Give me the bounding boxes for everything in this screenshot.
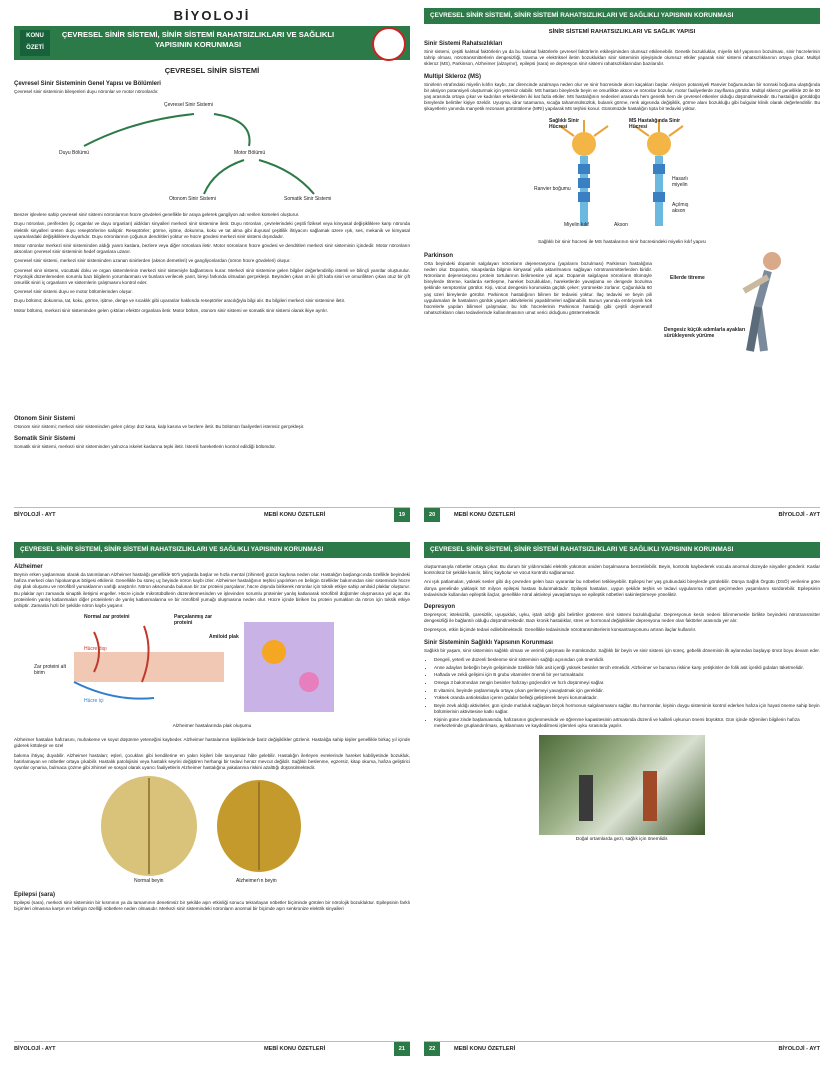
- list-item: • Haftada ve zekâ gelişimi için B grubu vitaminler önemli bir yer tutmaktadır.: [434, 672, 820, 678]
- paragraph: Duyu nöronları, periferden (iç organlar ve duyu organları) aldıkları sinyalleri merkezi sinir sistemine iletir. Duyu nöronları, çevrelerindeki çeşitli fiziksel veya kimyasal değişikliklere karşı nöronda elektrik sinyalleri üreten duyu reseptörlerine sahiptir. Reseptörler; görme, işitme, dokunma, koku ve tat alma gibi duyusal çeşitlilik ihtiyacını sağlamak üzere ışık, ses, mekanik ve kimyasal uyaranlardaki değişikliklere duyarlıdır. Duyu nöronlarının çoğunun dendritleri yoktur ve hücre gövdesi merkezi sinir sistemi dışındadır.: [14, 221, 410, 239]
- label-membrane-subunit: Zar proteini alt birim: [34, 664, 66, 677]
- footer-series: MEBİ KONU ÖZETLERİ: [264, 512, 326, 518]
- label-myelin: Miyelin kılıf: [564, 221, 589, 228]
- page-number: 20: [424, 508, 440, 522]
- paragraph: Çevresel sinir sistemi duyu ve motor bölümlerinden oluşur.: [14, 289, 133, 295]
- parkinson-figure: [660, 247, 820, 359]
- subsection-title: Parkinson: [424, 252, 454, 259]
- paragraph: Beynin erken yaşlanması olarak da tanımlanan Alzheimer hastalığı genellikle 60'lı yaşlarda başlar ve hızla mental (zihinsel) gücün kaybına neden olur. Hastalığın başlangıcında özellikle beyindeki hafıza merkezi olan hipokampus bölgesi etkilenir. Genellikle bu süreç uç beyinde nöron kaybı izler. Alzheimer hastalığının teşhisi yapılırken en belirgin özellikler bakımından sinir sisteminde hücre dışı plak oluşumu ve nörofibril yumaklarının varlığı araştırılır. Nöron aksonunda bulunan bir zar proteini parçalanır, hücre dışında birikerek nöronlar için toksik etkiye sahip amiloid plaklar oluşturur. Bu plaklar ayrı zamanda sinaptik iletişimi engeller. Hücre içinde mikrotübüllerin düzenlenmesinden ve işlevinden sorumlu proteinler yanlış katlanarak nörofibril düğümler oluşmasına yol açar. Bu proteinlerin yanlış katlanmaları diğer proteinlerin de yanlış katlanmalarına ve bir nörofibril yumağı oluşmasına neden olur. Hücre içinde biriken bu protein yumakları da nöron için toksik etkiye sahiptir. Zamanla hızlı bir şekilde nöron kaybı yaşanır.: [14, 572, 410, 609]
- list-item: • E vitamini, beyinde yaşlanmayla ortaya çıkan gerilemeyi yavaşlatmak için gereklidir.: [434, 688, 820, 694]
- label-shuffling: Dengesiz küçük adımlarla ayakları sürükleyerek yürüme: [664, 326, 746, 339]
- page-footer: [14, 507, 410, 522]
- label-intracellular: Hücre içi: [84, 698, 104, 705]
- diagram-motor: Motor Bölümü: [234, 150, 266, 157]
- label-normal-brain: Normal beyin: [134, 878, 164, 885]
- paragraph: Alzheimer hastaları hafızasını, muhakeme ve soyut düşünme yeteneğini kaybeder. Alzheimer hastalarının kişiliklerinde bariz değişiklikler gözlenir. Hastalığa sahip kişiler genellikle birkaç yıl içinde giderek kötüleşir ve özel: [14, 737, 410, 749]
- paragraph: Otonom sinir sistemi; merkezi sinir sisteminden gelen çıktıyı düz kasa, kalp kasına ve bezlere iletir. Bu bölümün faaliyetleri istemsiz gerçekleşir.: [14, 424, 305, 430]
- label-damaged-myelin: Hasarlı miyelin: [672, 175, 688, 188]
- hiker-figure: [643, 771, 657, 821]
- neuron-illustration: [424, 116, 820, 238]
- footer-subject: BİYOLOJİ - AYT: [778, 1046, 820, 1052]
- section-heading: ÇEVRESEL SİNİR SİSTEMİ: [164, 66, 260, 75]
- subsection-title: Epilepsi (sara): [14, 892, 56, 899]
- ms-neuron-figure: [424, 116, 820, 238]
- subject-title: BİYOLOJİ: [173, 8, 251, 23]
- footer-subject: BİYOLOJİ - AYT: [778, 512, 820, 518]
- page-19: [14, 4, 410, 522]
- paragraph: Depresyon, etkin biçimde tedavi edilebilmektedir. Genellikle tedavisinde nörotransmitterlerin konsantrasyonunu artıran ilaçlar kullanılır.: [424, 627, 697, 633]
- list-item: • Kişinin güne zinde başlamasında, hafızasının güçlenmesinde ve öğrenme kapasitesinin artmasında düzenli ve kaliteli uykunun önemi büyüktür. Gün içinde öğrenilen bilgilerin hafıza merkezlerinde gruplandırılması, ayıklanması ve kaydedilmesi işlemleri uyku sırasında yapılır.: [434, 717, 820, 729]
- label-extracellular: Hücre dışı: [84, 646, 107, 653]
- page-footer: [424, 507, 820, 522]
- page-22: [424, 538, 820, 1056]
- label-healthy: Sağlıklı Sinir Hücresi: [549, 117, 580, 130]
- page-number: 19: [394, 508, 410, 522]
- subsection-title: Somatik Sinir Sistemi: [14, 436, 76, 443]
- paragraph: Duyu bölümü; dokunma, tat, koku, görme, işitme, denge ve sıcaklık gibi uyaranlar hakkında reseptörler aracılığıyla bilgi alır. Bu bilgileri merkezi sinir sistemine iletir.: [14, 298, 346, 304]
- footer-series: MEBİ KONU ÖZETLERİ: [454, 512, 516, 518]
- diagram-somatic: Somatik Sinir Sistemi: [284, 196, 332, 203]
- chapter-title: ÇEVRESEL SİNİR SİSTEMİ, SİNİR SİSTEMİ RAHATSIZLIKLARI VE SAĞLIKLI YAPISININ KORUNMASI: [61, 30, 335, 49]
- paragraph: oluşturmasıyla nöbetler ortaya çıkar. Bu durum bir yıldırımdaki elektrik yükünün aniden boşalmasına benzetilebilir. Beyin, kontrolü kaybederek vücuda anormal düzeyde sinyaller gönderir. Kaslar kontrolsüz bir şekilde kasılır, bilinç kaybolur ve vücut kontrolü sağlanamaz.: [424, 564, 820, 576]
- list-item: • Beyin zevk aldığı aktiviteler, gün içinde mutluluk sağlayan birçok hormonun salgılanmasını sağlar. Bu hormonlar, kişinin duygu sisteminin kontrol ederken hafıza için hayati öneme sahip beyin bölümlerinin aktivitesine katkı sağlar.: [434, 703, 820, 715]
- paragraph: Ani ışık patlamaları, yüksek sesler gibi dış çevreden gelen bazı uyaranlar bu nöbetleri tetikleyebilir. Epilepsi her yaş grubundaki bireylerde görülebilir. Dünya Sağlık Örgütü (DSÖ) verilerine göre dünya genelinde yaklaşık 50 milyon epilepsi hastası bulunmaktadır. Epilepsi hastaları, uygun şekilde teşhis ve tedavi uygulanırsa nöbet geçirmeden yaşamlarını sürdürebilir. Epilepsinin tedavisinde kullanılan epileptik ilaçlar, genellikle nöral aktiviteyi yavaşlatmaya ve epileptik nöbetleri sakinleştirmeye yöneliktir.: [424, 579, 820, 597]
- paragraph: Çevresel sinir sistemi, vücuttaki doku ve organ sistemlerinin merkezi sinir sistemiyle bağlantısını kurar. Merkezi sinir sistemine gelen bilgiler değerlendirilip istemli ve bilinçli yanıtlar oluşturulur. Fizyolojik düzenlemeden sorumlu bazı bilgilerin yorumlanması ve bunlara verilecek yanıt, bireyi farkında olmadan gerçekleşir. Beyinden çıkan on iki çift kafa siniri ve omurilikten çıkan otuz bir çift omurilik siniri iç organların ve sistemlerin çalışmasını kontrol eder.: [14, 267, 410, 286]
- page-number: 22: [424, 1042, 440, 1056]
- diagram-sensory: Duyu Bölümü: [59, 150, 90, 157]
- figure-caption: Alzheimer hastalarında plak oluşumu: [172, 724, 252, 730]
- brain-illustrations: [14, 774, 410, 886]
- chapter-bar: ÇEVRESEL SİNİR SİSTEMİ, SİNİR SİSTEMİ RAHATSIZLIKLARI VE SAĞLIKLI YAPISININ KORUNMASI: [424, 8, 820, 24]
- paragraph: Motor nöronlar merkezi sinir sisteminden aldığı yanıtı kaslara, bezlere veya diğer nöronlara iletir. Motor nöronların hücre gövdesi ve dendritleri merkezi sinir sisteminin içindedir. Motor nöronların aksonları çevresel sinir sisteminin hedef organlara uzanır.: [14, 243, 410, 255]
- paragraph: Sinir sistemi, çeşitli kalıtsal faktörlerin ya da bu kalıtsal faktörlerle çevresel faktörlerin etkileşiminden olumsuz etkilenebilir. Genetik bozukluklar, miyelin kılıf yapısının bozulması, sinir hücrelerinin tahrip olması, nörotransmitterlerin dengesizliği, travma ve elektriksel iletim bozuklukları sinir sisteminin işleyişinde olumsuz etkiler yaparak sinir sistemi rahatsızlıklarının ortaya çıkar. Multipl skleroz (MS), Parkinson, Alzheimer (alzaymır), epilepsi (sara) ve depresyon sinir sistemi rahatsızlıklarından bazılarıdır.: [424, 49, 820, 67]
- page-footer: [14, 1041, 410, 1056]
- list-item: • Anne adayları bebeğin beyin gelişiminde özellikle folik asit içeriği yüksek besinler tercih etmelidir. Alzheimer ve bunama riskine karşı yetişkinler de folik asit içerikli gıdaları tüketmelidir.: [434, 665, 820, 671]
- figure-caption: Sağlıklı bir sinir hücresi ile MS hastalarının sinir hücresindeki miyelin kılıf yapısı: [538, 239, 706, 245]
- paragraph: Motor bölümü, merkezi sinir sisteminden gelen çıktıları efektör organlara iletir. Motor bölüm, otonom sinir sistemi ve somatik sinir sistemi olarak ikiye ayrılır.: [14, 307, 329, 313]
- ministry-seal-icon: [372, 27, 406, 61]
- paragraph: Çevresel sinir sistemi, merkezi sinir sisteminden uzanan sinirlerden (akson demetleri) ve gangliyonlardan (nöron hücre gövdeleri) oluşur.: [14, 258, 291, 264]
- alzheimer-plaque-figure: [14, 612, 410, 722]
- subsection-title: Çevresel Sinir Sisteminin Genel Yapısı ve Bölümleri: [14, 81, 161, 87]
- list-item: • Yüksek oranda antioksidan içeren gıdalar belleği geliştirerek beyni korumaktadır.: [434, 695, 820, 701]
- list-item: • Omega 3 bakımından zengin besinler hafızayı güçlendirir ve hızlı düşünmeyi sağlar.: [434, 680, 820, 686]
- label-normal-protein: Normal zar proteini: [84, 614, 130, 621]
- elderly-man-illustration: [660, 247, 820, 359]
- pns-diagram: [14, 98, 410, 206]
- page-footer: [424, 1041, 820, 1056]
- subsection-title: Otonom Sinir Sistemi: [14, 416, 76, 423]
- paragraph: Benzer işlevlere sahip çevresel sinir sistemi nöronlarının hücre gövdeleri genellikle bir araya gelerek gangliyon adı verilen kümeleri oluşturur.: [14, 212, 300, 218]
- page-21: [14, 538, 410, 1056]
- chapter-bar: ÇEVRESEL SİNİR SİSTEMİ, SİNİR SİSTEMİ RAHATSIZLIKLARI VE SAĞLIKLI YAPISININ KORUNMASI: [14, 542, 410, 558]
- page-number: 21: [394, 1042, 410, 1056]
- label-ranvier: Ranvier boğumu: [534, 185, 571, 192]
- photo-caption: Doğal ortamlarda gezi, sağlık için önemlidir.: [575, 837, 669, 843]
- diagram-root: Çevresel Sinir Sistemi: [164, 102, 213, 109]
- subsection-title: Alzheimer: [14, 564, 43, 570]
- paragraph: Sağlıklı bir yaşam, sinir sisteminin sağlıklı olması ve verimli çalışması ile mümkündür. Sağlıklı bir beyin ve sinir sistemi için süreç, gebelik döneminin ilk aylarından başlayıp ömür boyu devam eder.: [424, 647, 820, 653]
- page-subtitle: SİNİR SİSTEMİ RAHATSIZLIKLARI VE SAĞLIK YAPISI: [548, 29, 696, 35]
- footer-subject: BİYOLOJİ - AYT: [14, 1046, 56, 1052]
- paragraph: Epilepsi (sara), merkezi sinir sisteminin bir kısmının ya da tamamının denetimsiz bir şekilde aşırı etkinliği sonucu tekrarlayan nöbetler biçiminde görülen bir nörolojik bozukluktur. Epilepsinin farklı biçimleri olmasına karşın en belirgin özelliği nöbetlere neden olmasıdır. Merkezi sinir sistemindeki nöronların anormal bir biçimde aşırı senkronize elektrik sinyalleri: [14, 900, 410, 912]
- footer-series: MEBİ KONU ÖZETLERİ: [264, 1046, 326, 1052]
- paragraph: Orta beyindeki dopamin salgılayan nöronların dejenerasyonu (yapılarını bozulması) Parkinson hastalığına neden olur. Dopamin, sinapslarda bilginin kimyasal yolla aktarılmasını sağlayan nörotransmitterlerden biridir. Nöronların dejenerasyonu protein tortularının birikmesine yol açar. Dopamin salgılayan nöronların ölümüyle bireylerde titreme, kaslarda sertleşme, hareket bozuklukları, hareketlerde yavaşlama ve dengede bozulma şeklinde semptomlar görülür. Kişi, vücut dengesini korumakta güçlük çeker; yürümekte zorlanır. Çoğunlukla 60 yaş üzeri bireylerde görülür. Parkinson hastalığının bilinen bir tedavisi yoktur. İlaç tedavisi ve beyin pili uygulamaları ile hastaların günlük yaşam aktivitelerini yapabilmeleri sağlanabilir. Bunun yanında embriyonik kök hücrelerle yapılan bilimsel çalışmalar, bu kök hücrelerinin Parkinson hastalığı gibi çeşitli dejeneratif rahatsızlıkların olası tedavilerinde kullanılmasının umut verici olduğunu göstermektedir.: [424, 260, 652, 316]
- brain-comparison-figure: [14, 774, 410, 886]
- page-20: [424, 4, 820, 522]
- paragraph: Sinirlerin etrafındaki miyelin kılıfın kaybı, zar direncinde azalmaya neden olur ve sinir hücresinde akım kaçakları başlar. Aksiyon potansiyeli Ranvier boğumundan bir sonraki boğuma ulaştığında bir aksiyon potansiyeli oluşturmak için yetersiz olabilir. MS hastası bireylerde beyin ve omurilikte akson ve nöronlar bozulur, motor faaliyetlerde zayıflama görülür. Multipl skleroz genellikle 20 ile 50 yaş arasında ortaya çıkar ve kadınları erkeklerden iki kat fazla etkiler. MS hastalığının nedenleri arasında hem genetik hem de çevresel etkenler olduğu düşünülmektedir. Bu hastalığın görüldüğü bireylerde belirtiler kişiye özeldir. Uyuşma, idrar tutamama, sıcağa tahammülsüzlük, bulanık görme, renk algısında değişiklik, görme alanı bozukluğu gibi bulgular klinik olarak değerlendirilir. Bu şikayetlerin yanında manyetik rezonans görüntüleme (MRI) yapılarak MS teşhisi konur. Günümüzde hastalığın tıpta bir tedavisi yoktur.: [424, 81, 820, 112]
- subsection-title: Depresyon: [424, 604, 456, 611]
- hiking-photo: [539, 735, 705, 835]
- label-amyloid: Amiloid plak: [209, 634, 239, 641]
- intro-text: Çevresel sinir sisteminin bileşenleri duyu nöronlar ve motor nöronlardır.: [14, 89, 159, 94]
- label-exposed-axon: Açılmış akson: [672, 201, 689, 214]
- konu-ozeti-badge: KONU ÖZETİ: [20, 30, 50, 56]
- subsection-title: Sinir Sistemi Rahatsızlıkları: [424, 41, 503, 47]
- list-item: • Dengeli, yeterli ve düzenli beslenme sinir sisteminin sağlığı açısından çok önemlidir.: [434, 657, 820, 663]
- footer-series: MEBİ KONU ÖZETLERİ: [454, 1046, 516, 1052]
- diagram-autonomic: Otonom Sinir Sistemi: [169, 196, 216, 203]
- label-fragment-protein: Parçalanmış zar proteini: [174, 614, 213, 627]
- body-text: [14, 212, 410, 410]
- footer-subject: BİYOLOJİ - AYT: [14, 512, 56, 518]
- label-alzheimer-brain: Alzheimer'ın beyin: [236, 878, 277, 885]
- health-tips-list: [424, 657, 820, 730]
- hiker-figure: [579, 775, 593, 821]
- label-axon: Akson: [614, 221, 628, 228]
- subsection-title: Sinir Sisteminin Sağlıklı Yapısının Korunması: [424, 639, 553, 646]
- plaque-illustration: [14, 612, 410, 722]
- label-tremor: Ellerde titreme: [670, 274, 705, 281]
- title-banner: [14, 26, 410, 60]
- chapter-bar: ÇEVRESEL SİNİR SİSTEMİ, SİNİR SİSTEMİ RAHATSIZLIKLARI VE SAĞLIKLI YAPISININ KORUNMASI: [424, 542, 820, 558]
- label-ms: MS Hastalığında Sinir Hücresi: [629, 117, 681, 130]
- paragraph: Depresyon; isteksizlik, çaresizlik, uyuşukluk, uyku, iştah azlığı gibi belirtiler gösteren sinir sistemi bozukluğudur. Depresyonun kesin nedeni bilinmemekle birlikte beyindeki nörotransmitter dengesizliği ile bağlantılı olduğu düşünülmektedir. Bazı kronik hastalıklar, stres ve hormonal değişiklikler depresyona neden olan faktörler arasında yer alır.: [424, 612, 820, 624]
- paragraph: Somatik sinir sistemi, merkezi sinir sisteminden yalnızca iskelet kaslarına tepki iletir. İstemli hareketlerin kontrol edildiği bölümdür.: [14, 444, 276, 450]
- subsection-title: Multipl Skleroz (MS): [424, 73, 481, 80]
- paragraph: bakıma ihtiyaç duyabilir. Alzheimer hastaları; eşleri, çocukları gibi kendilerine en yakın kişileri bile tanıyamaz hâle gelebilir. Hastalığın ilerleyen evrelerinde hareket kabiliyetinde bozukluk, hatırlamayan ve nöbetler ortaya çıkabilir. Hastalık patolojisini veya hastalık seyrini değiştiren herhangi bir tedavi henüz mevcut değildir. Sağlıklı beslenme, egzersiz, kitap okuma, hafıza geliştirici oyunlar oynama, bulmaca çözme gibi zihinsel ve sosyal olarak uyarıcı faaliyetlerin Alzheimer hastalığına yakalanma riskini azalttığı düşünülmektedir.: [14, 752, 410, 771]
